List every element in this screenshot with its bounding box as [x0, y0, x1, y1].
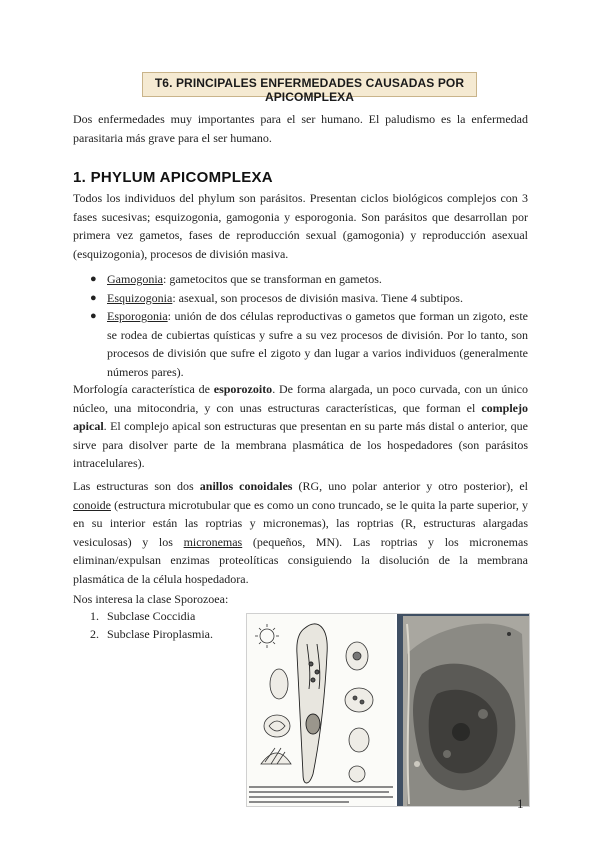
structures-paragraph	[73, 477, 528, 588]
item-number: 2.	[90, 627, 99, 641]
item-text: Subclase Coccidia	[107, 609, 196, 623]
bold-term: anillos conoidales	[199, 479, 293, 493]
bullet-icon: ●	[90, 273, 97, 285]
bullet-text: : gametocitos que se transforman en gametos.	[163, 272, 382, 286]
bullet-text: : unión de dos células reproductivas o gametos que forman un zigoto, este se rodea de cubiertas quísticas y sufre a su vez procesos de división. Por lo tanto, son procesos de división que sufre el zigoto y dan lugar a varios individuos (generalmente números pares).	[107, 309, 528, 379]
figure-image	[246, 613, 530, 807]
item-text: Subclase Piroplasmia.	[107, 627, 213, 641]
bullet-list	[90, 270, 528, 381]
bullet-icon: ●	[90, 291, 97, 304]
text-run: . De forma alargada, un poco curvada, con un único núcleo, una mitocondria, y con unas estructuras características, que forman el	[73, 382, 528, 415]
underlined-term: micronemas	[183, 534, 243, 549]
bullet-term: Esquizogonia	[107, 290, 173, 305]
list-item	[90, 625, 213, 643]
page-number: 1	[517, 796, 524, 811]
text-run: (RG, uno polar anterior y otro posterior), el	[292, 479, 528, 493]
micrograph-panel	[403, 616, 529, 806]
bullet-term: Gamogonia	[107, 272, 163, 286]
bullet-text: : asexual, son procesos de división masiva. Tiene 4 subtipos.	[172, 290, 463, 305]
sporozoea-intro: Nos interesa la clase Sporozoea:	[73, 592, 229, 606]
list-item	[90, 607, 213, 625]
list-item	[90, 270, 528, 289]
list-item	[90, 307, 528, 381]
underlined-term: conoide	[73, 497, 111, 512]
list-item	[90, 289, 528, 308]
bold-term: esporozoito	[213, 382, 273, 396]
section-paragraph: Todos los individuos del phylum son parásitos. Presentan ciclos biológicos complejos con 3 fases sucesivas; esquizogonia, gamogonia y esporogonia. Son parásitos que desarrollan por primera vez gametos, fases de reproducción sexual (gamogonia) y reproducción asexual (esquizogonia), procesos de división masiva.	[73, 191, 528, 261]
item-number: 1.	[90, 609, 99, 623]
bullet-icon: ●	[90, 310, 97, 322]
intro-paragraph: Dos enfermedades muy importantes para el ser humano. El paludismo es la enfermedad parasitaria más grave para el ser humano.	[73, 112, 528, 145]
page-title: T6. PRINCIPALES ENFERMEDADES CAUSADAS POR APICOMPLEXA	[154, 76, 465, 104]
morphology-paragraph	[73, 380, 528, 473]
sporozoite-illustration	[247, 614, 529, 806]
text-run: Morfología característica de	[73, 382, 214, 396]
title-box	[142, 72, 477, 104]
bullet-term: Esporogonia	[107, 309, 168, 323]
text-run: (pequeños, MN). Las roptrias y los micronemas eliminan/expulsan enzimas proteolíticas consiguiendo la disolución de la membrana plasmática de la célula hospedadora.	[73, 534, 528, 586]
text-run: Las estructuras son dos	[73, 479, 200, 493]
numbered-list	[90, 607, 213, 643]
section-heading: 1. PHYLUM APICOMPLEXA	[73, 169, 273, 186]
bold-term: complejo apical	[73, 400, 528, 433]
text-run: . El complejo apical son estructuras que presentan en su parte más distal o anterior, que sirve para disolver parte de la membrana plasmática de los hospedadores (son parásitos intracelulares).	[73, 419, 528, 470]
text-run: (estructura microtubular que es como un cono truncado, se le quita la parte superior, y en su interior están las roptrias y micronemas), las roptrias (R, estructuras alargadas vesiculosas) y los	[73, 497, 528, 549]
